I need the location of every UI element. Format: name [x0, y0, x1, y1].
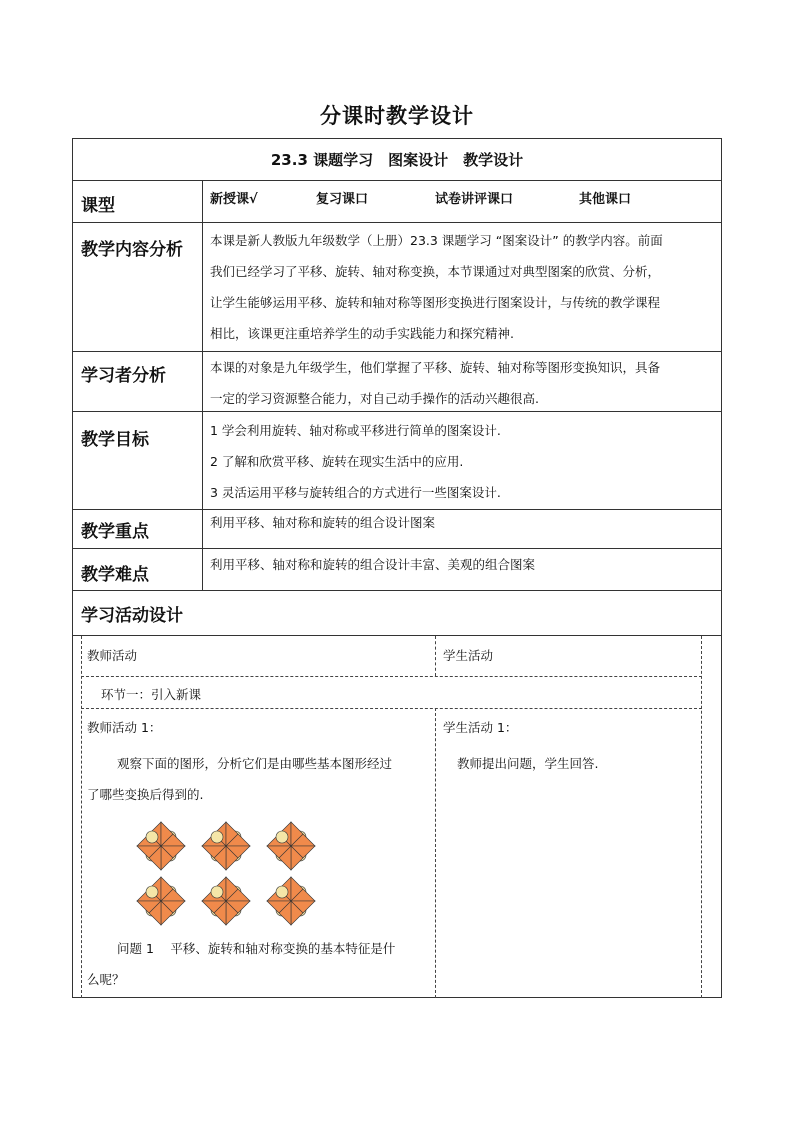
type-option-new: 新授课√	[210, 192, 258, 207]
divider	[73, 590, 721, 591]
pinwheel	[267, 877, 315, 925]
dashed-column-divider	[435, 708, 436, 998]
text-line: 相比，该课更注重培养学生的动手实践能力和探究精神.	[210, 326, 514, 341]
document-title: 分课时教学设计	[320, 104, 474, 128]
content-analysis-text	[210, 225, 716, 349]
pinwheel	[137, 822, 185, 870]
text-line: 3 灵活运用平移与旋转组合的方式进行一些图案设计.	[210, 485, 501, 500]
text-line: 让学生能够运用平移、旋转和轴对称等图形变换进行图案设计，与传统的教学课程	[210, 295, 661, 310]
dashed-divider	[81, 708, 702, 709]
text-line: 本课的对象是九年级学生，他们掌握了平移、旋转、轴对称等图形变换知识，具备	[210, 360, 661, 375]
pinwheel	[267, 822, 315, 870]
dashed-border	[701, 636, 702, 998]
section-title: 环节一：引入新课	[101, 687, 202, 702]
student-paragraph: 教师提出问题，学生回答.	[457, 756, 599, 771]
teacher-activity-header: 教师活动	[87, 648, 138, 663]
table-header: 23.3 课题学习 图案设计 教学设计	[270, 151, 524, 169]
goal-label: 教学目标	[81, 430, 149, 450]
teacher-paragraph-line-1: 观察下面的图形，分析它们是由哪些基本图形经过	[117, 756, 393, 771]
column-divider	[202, 180, 203, 590]
difficulty-text: 利用平移、轴对称和旋转的组合设计丰富、美观的组合图案	[210, 557, 536, 572]
type-option-other: 其他课口	[579, 192, 632, 207]
pinwheel-pattern-image	[131, 816, 331, 931]
pinwheel-pattern-figure	[131, 816, 331, 935]
pinwheel	[202, 822, 250, 870]
difficulty-label: 教学难点	[81, 565, 149, 585]
activity-design-label: 学习活动设计	[81, 606, 183, 626]
text-line: 一定的学习资源整合能力，对自己动手操作的活动兴趣很高.	[210, 391, 539, 406]
dashed-divider	[81, 676, 702, 677]
dashed-column-divider	[435, 636, 436, 676]
key-point-label: 教学重点	[81, 522, 149, 542]
learner-analysis-text	[210, 352, 716, 414]
divider	[73, 222, 721, 223]
dashed-border	[81, 636, 82, 998]
text-line: 我们已经学习了平移、旋转、轴对称变换，本节课通过对典型图案的欣赏、分析，	[210, 264, 661, 279]
lesson-plan-table	[72, 138, 722, 998]
type-option-review: 复习课口	[316, 192, 369, 207]
key-point-text: 利用平移、轴对称和旋转的组合设计图案	[210, 515, 436, 530]
question-1-line-2: 么呢？	[87, 972, 125, 987]
text-line: 2 了解和欣赏平移、旋转在现实生活中的应用.	[210, 454, 464, 469]
pinwheel	[202, 877, 250, 925]
teacher-paragraph-line-2: 了哪些变换后得到的.	[87, 787, 204, 802]
pinwheel	[137, 877, 185, 925]
divider	[73, 180, 721, 181]
text-line: 本课是新人教版九年级数学（上册）23.3 课题学习 “图案设计” 的教学内容。前面	[210, 233, 663, 248]
text-line: 1 学会利用旋转、轴对称或平移进行简单的图案设计.	[210, 423, 501, 438]
teacher-activity-1-label: 教师活动 1：	[87, 720, 162, 735]
divider	[73, 411, 721, 412]
activity-table	[81, 636, 702, 998]
type-label: 课型	[81, 196, 115, 216]
type-option-exam: 试卷讲评课口	[435, 192, 514, 207]
student-activity-1-label: 学生活动 1：	[443, 720, 518, 735]
content-analysis-label: 教学内容分析	[81, 240, 183, 260]
learner-analysis-label: 学习者分析	[81, 366, 166, 386]
goal-text	[210, 415, 716, 508]
question-1-line-1: 问题 1 平移、旋转和轴对称变换的基本特征是什	[117, 941, 396, 956]
student-activity-header: 学生活动	[443, 648, 494, 663]
